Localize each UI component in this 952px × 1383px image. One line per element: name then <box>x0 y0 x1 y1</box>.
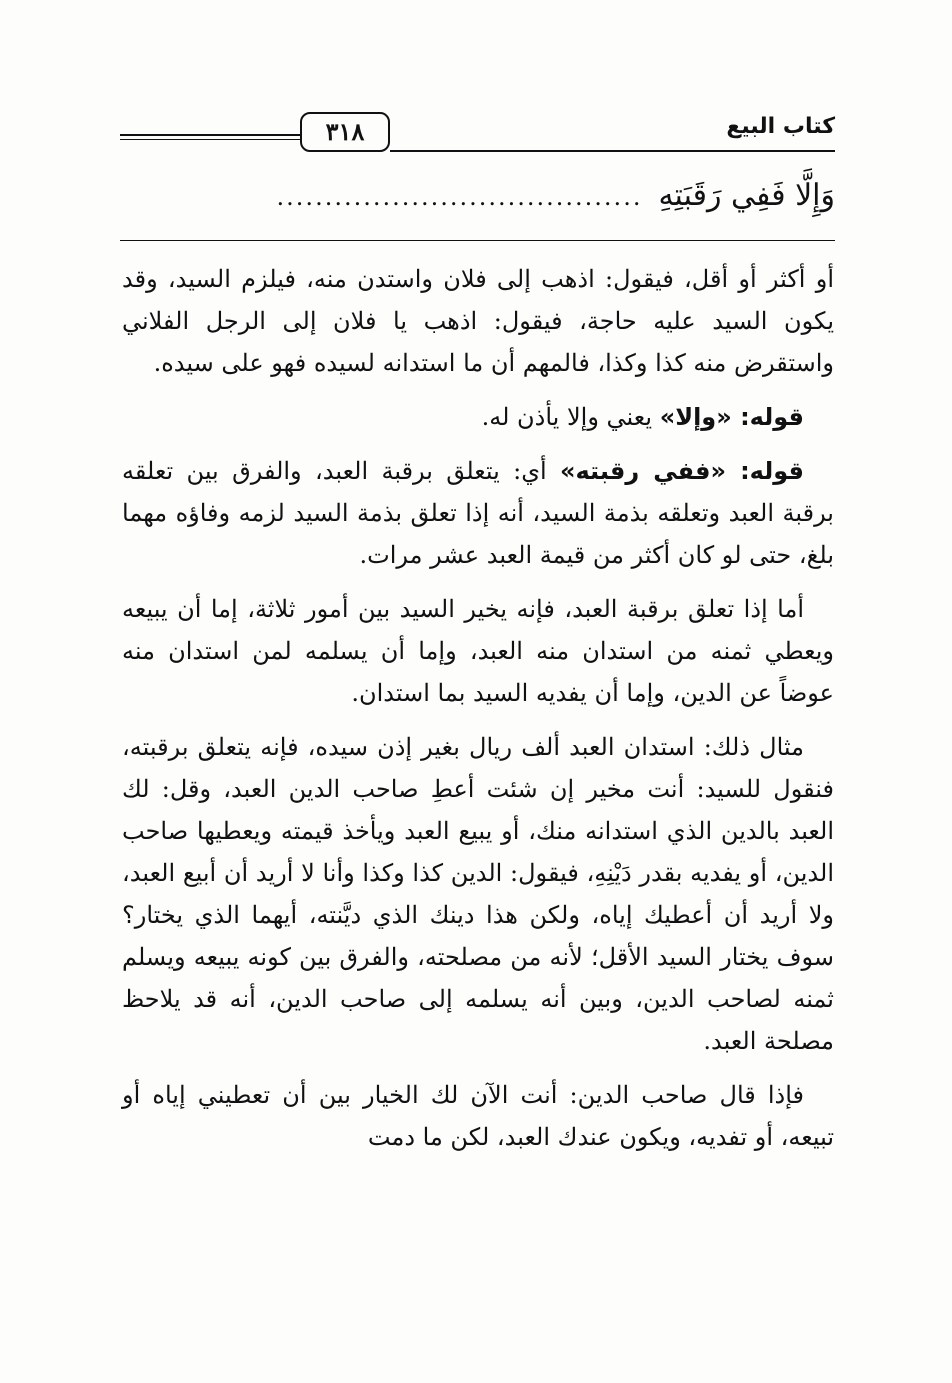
paragraph-1 <box>122 258 834 384</box>
paragraph-text: يعني وإلا يأذن له. <box>481 403 660 431</box>
matn-text: وَإِلَّا فَفِي رَقَبَتِهِ <box>658 178 835 213</box>
header-rule-top-left <box>120 134 300 136</box>
commentary-body <box>122 258 834 1170</box>
matn-dots: ...................................... <box>276 183 643 211</box>
page-header <box>120 112 835 156</box>
paragraph-5 <box>122 726 834 1062</box>
book-title: كتاب البيع <box>726 114 835 139</box>
header-rule-right <box>390 150 835 152</box>
paragraph-lead: قوله: «وإلا» <box>659 403 804 431</box>
matn-divider <box>120 240 835 241</box>
paragraph-lead: قوله: «ففي رقبته» <box>560 457 805 485</box>
paragraph-text: أو أكثر أو أقل، فيقول: اذهب إلى فلان واستدن منه، فيلزم السيد، وقد يكون السيد عليه حاجة، فيقول: اذهب يا فلان إلى الرجل الفلاني واستقرض منه كذا وكذا، فالمهم أن ما استدانه لسيده فهو على سيده. <box>122 265 834 377</box>
paragraph-text: أما إذا تعلق برقبة العبد، فإنه يخير السيد بين أمور ثلاثة، إما أن يبيعه ويعطي ثمنه من استدان منه العبد، وإما أن يسلمه لمن استدان منه عوضاً عن الدين، وإما أن يفديه السيد بما استدان. <box>122 595 834 707</box>
paragraph-text: فإذا قال صاحب الدين: أنت الآن لك الخيار بين أن تعطيني إياه أو تبيعه، أو تفديه، ويكون عندك العبد، لكن ما دمت <box>122 1081 834 1151</box>
paragraph-text: مثال ذلك: استدان العبد ألف ريال بغير إذن سيده، فإنه يتعلق برقبته، فنقول للسيد: أنت مخير إن شئت أعطِ صاحب الدين العبد، وقل: لك العبد بالدين الذي استدانه منك، أو يبيع العبد ويأخذ قيمته ويعطيها صاحب الدين، أو يفديه بقدر دَيْنِهِ، فيقول: الدين كذا وكذا وأنا لا أريد أن أبيع العبد، ولا أريد أن أعطيك إياه، ولكن هذا دينك الذي ديَّنته، أيهما الذي يختار؟ سوف يختار السيد الأقل؛ لأنه من مصلحته، والفرق بين كونه يبيعه ويسلم ثمنه لصاحب الدين، وبين أنه يسلمه إلى صاحب الدين، أنه قد يلاحظ مصلحة العبد. <box>122 733 834 1055</box>
page-number: ٣١٨ <box>300 112 390 152</box>
header-rule-bottom-left <box>120 139 300 140</box>
matn-line <box>120 178 835 228</box>
paragraph-4 <box>122 588 834 714</box>
paragraph-text: أي: يتعلق برقبة العبد، والفرق بين تعلقه برقبة العبد وتعلقه بذمة السيد، أنه إذا تعلق بذمة السيد لزمه وفاؤه مهما بلغ، حتى لو كان أكثر من قيمة العبد عشر مرات. <box>122 457 834 569</box>
paragraph-3 <box>122 450 834 576</box>
paragraph-6 <box>122 1074 834 1158</box>
paragraph-2 <box>122 396 834 438</box>
